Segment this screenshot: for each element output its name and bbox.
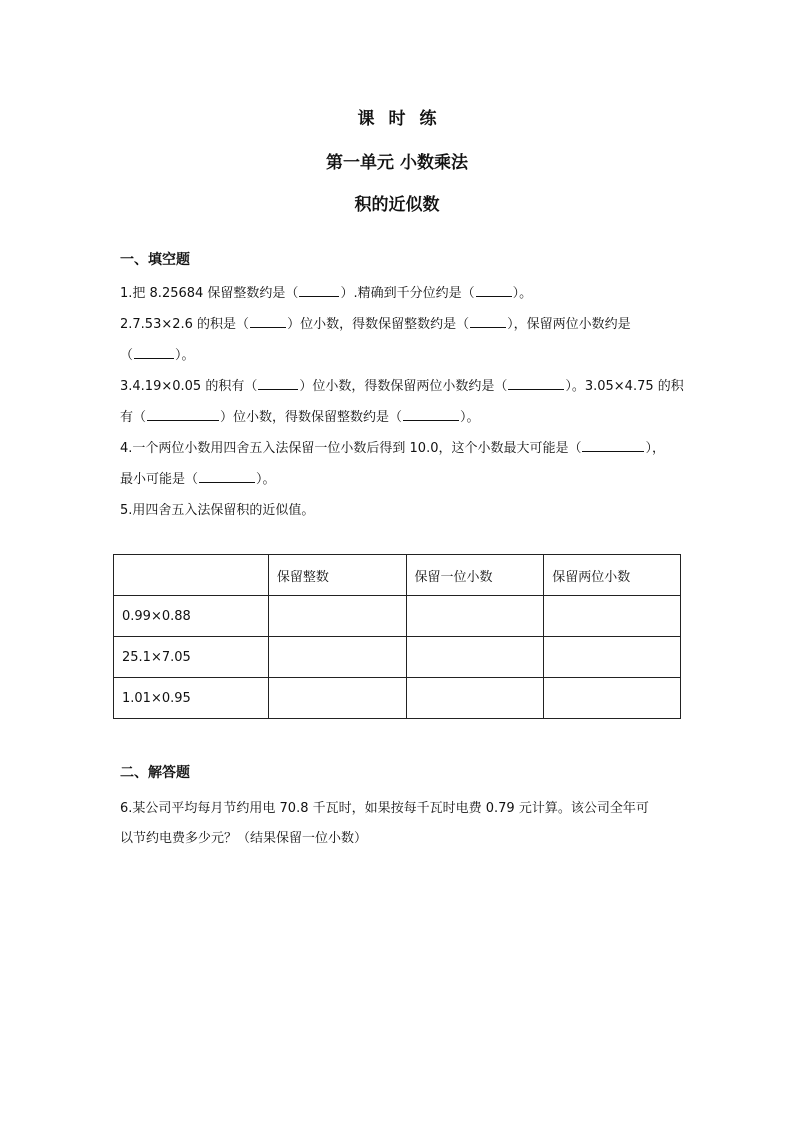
- question-text: ）位小数，得数保留整数约是（: [287, 317, 470, 332]
- table-header-cell: 保留两位小数: [544, 555, 681, 596]
- question-text: ）。: [256, 472, 276, 487]
- answer-cell[interactable]: [268, 678, 406, 719]
- question-3: [120, 375, 700, 394]
- answer-cell[interactable]: [406, 678, 544, 719]
- table-row-label: 0.99×0.88: [114, 596, 269, 637]
- question-text: ）。: [512, 286, 533, 301]
- table-header-cell: [114, 555, 269, 596]
- answer-cell[interactable]: [544, 637, 681, 678]
- question-text: ）。3.05×4.75 的积: [565, 379, 684, 394]
- answer-blank[interactable]: [299, 284, 339, 297]
- section-fill-in-heading: 一、填空题: [120, 252, 190, 268]
- unit-title: 第一单元 小数乘法: [326, 153, 468, 173]
- question-text: ）位小数，得数保留两位小数约是（: [299, 379, 508, 394]
- approximation-table: [113, 554, 681, 719]
- section-word-problem-heading: 二、解答题: [120, 765, 190, 781]
- answer-blank[interactable]: [470, 315, 506, 328]
- worksheet-title: 课时练: [357, 109, 451, 129]
- question-text: 4.一个两位小数用四舍五入法保留一位小数后得到 10.0，这个小数最大可能是（: [120, 441, 582, 456]
- question-text: 有（: [120, 410, 147, 425]
- table-row: [114, 637, 681, 678]
- answer-blank[interactable]: [582, 439, 644, 452]
- answer-cell[interactable]: [268, 596, 406, 637]
- question-2: [120, 313, 700, 332]
- question-1: [120, 282, 700, 301]
- question-6: 6.某公司平均每月节约用电 70.8 千瓦时，如果按每千瓦时电费 0.79 元计算。该公司全年可: [120, 801, 649, 816]
- question-4-cont: [120, 468, 700, 487]
- question-text: ）。: [460, 410, 480, 425]
- table-row-label: 25.1×7.05: [114, 637, 269, 678]
- table-header-row: [114, 555, 681, 596]
- table-header-cell: 保留一位小数: [406, 555, 544, 596]
- question-6-cont: 以节约电费多少元？（结果保留一位小数）: [120, 831, 368, 846]
- question-text: ）位小数，得数保留整数约是（: [220, 410, 403, 425]
- answer-blank[interactable]: [508, 377, 564, 390]
- question-text: 2.7.53×2.6 的积是（: [120, 317, 250, 332]
- answer-blank[interactable]: [134, 346, 174, 359]
- answer-blank[interactable]: [147, 408, 219, 421]
- question-text: 3.4.19×0.05 的积有（: [120, 379, 258, 394]
- answer-cell[interactable]: [406, 596, 544, 637]
- question-text: ），保留两位小数约是: [507, 317, 631, 332]
- lesson-title: 积的近似数: [354, 195, 440, 215]
- answer-cell[interactable]: [268, 637, 406, 678]
- table-row-label: 1.01×0.95: [114, 678, 269, 719]
- question-text: 最小可能是（: [120, 472, 199, 487]
- answer-blank[interactable]: [258, 377, 298, 390]
- table-header-cell: 保留整数: [268, 555, 406, 596]
- table-row: [114, 678, 681, 719]
- answer-cell[interactable]: [544, 596, 681, 637]
- answer-blank[interactable]: [199, 470, 255, 483]
- table-row: [114, 596, 681, 637]
- question-text: ）.精确到千分位约是（: [340, 286, 475, 301]
- question-text: 1.把 8.25684 保留整数约是（: [120, 286, 299, 301]
- question-5: 5.用四舍五入法保留积的近似值。: [120, 503, 315, 518]
- question-2-cont: [120, 344, 700, 363]
- question-4: [120, 437, 700, 456]
- question-text: （: [120, 348, 134, 363]
- answer-blank[interactable]: [250, 315, 286, 328]
- question-text: ），: [645, 441, 665, 456]
- answer-cell[interactable]: [406, 637, 544, 678]
- question-text: ）。: [175, 348, 195, 363]
- question-3-cont: [120, 406, 700, 425]
- answer-blank[interactable]: [476, 284, 512, 297]
- answer-cell[interactable]: [544, 678, 681, 719]
- answer-blank[interactable]: [403, 408, 459, 421]
